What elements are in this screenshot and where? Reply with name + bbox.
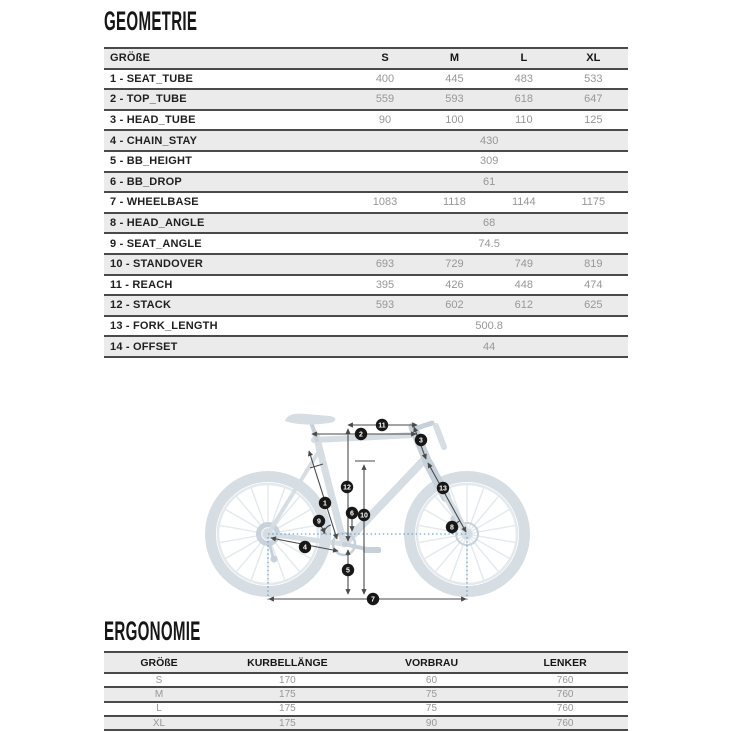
marker-seat-angle [313, 515, 325, 527]
marker-reach [376, 419, 388, 431]
ergonomics-value: 175 [279, 703, 296, 715]
geometry-value: 729 [445, 258, 464, 271]
geometry-section-title: GEOMETRIE [104, 6, 198, 36]
ergonomics-value: 75 [425, 688, 438, 700]
geometry-row [104, 69, 628, 90]
ergonomics-row [104, 716, 628, 730]
size-column-header: GRÖßE [110, 52, 151, 65]
geometry-value: 90 [378, 114, 392, 127]
size-header: L [520, 52, 528, 65]
geometry-row [104, 89, 628, 110]
geometry-value: 1175 [581, 196, 606, 209]
geometry-value: 693 [375, 258, 395, 271]
geometry-value: 1083 [372, 196, 398, 209]
geometry-value: 474 [584, 278, 603, 291]
geometry-value: 612 [514, 299, 534, 312]
ergonomics-size: S [155, 674, 163, 686]
marker-head-angle [446, 521, 458, 533]
geometry-value: 400 [375, 72, 395, 85]
marker-seat-tube [319, 497, 331, 509]
bike-geometry-diagram [200, 404, 542, 608]
marker-label: 8 [450, 524, 454, 532]
geometry-row [104, 151, 628, 172]
geometry-value: 395 [375, 278, 395, 291]
geometry-value-all-sizes: 61 [483, 175, 496, 188]
ergonomics-value: 760 [556, 703, 574, 715]
marker-bb-drop [346, 507, 358, 519]
geometry-value: 1118 [442, 196, 466, 209]
ergonomics-value: 60 [425, 674, 438, 686]
geometry-row [104, 192, 628, 213]
geometry-table [104, 47, 628, 358]
geometry-row-label: 9 - SEAT_ANGLE [110, 237, 202, 250]
axle-reference-lines [268, 534, 467, 601]
marker-standover [358, 509, 370, 521]
ergonomics-table-header [104, 652, 628, 673]
ergonomics-size: L [156, 703, 162, 715]
geometry-row [104, 233, 628, 254]
ergonomics-header: KURBELLÄNGE [247, 656, 328, 669]
ergonomics-value: 175 [279, 717, 296, 729]
marker-wheelbase [367, 593, 379, 605]
geometry-value: 426 [445, 278, 464, 291]
geometry-row [104, 336, 628, 357]
ergonomics-size: M [154, 688, 164, 700]
geometry-row [104, 172, 628, 193]
saddle [285, 414, 335, 440]
marker-label: 10 [360, 512, 368, 520]
ergonomics-value: 760 [556, 674, 574, 686]
geometry-value: 100 [445, 114, 464, 127]
geometry-row-label: 7 - WHEELBASE [110, 196, 199, 209]
size-header: XL [586, 52, 601, 65]
geometry-value-all-sizes: 500.8 [475, 320, 503, 333]
geometry-row-label: 8 - HEAD_ANGLE [110, 217, 205, 230]
marker-bb-height [342, 564, 354, 576]
geometry-row-label: 12 - STACK [110, 299, 172, 312]
ergonomics-header: VORBRAU [404, 656, 459, 669]
geometry-value: 445 [445, 72, 464, 85]
geometry-value: 819 [584, 258, 603, 271]
geometry-row [104, 316, 628, 337]
geometry-row [104, 213, 628, 234]
geometry-row-label: 3 - HEAD_TUBE [110, 114, 196, 127]
geometry-row-label: 5 - BB_HEIGHT [110, 155, 193, 168]
geometry-row-label: 6 - BB_DROP [110, 175, 182, 188]
marker-label: 5 [346, 567, 350, 575]
geometry-row [104, 254, 628, 275]
geometry-row-label: 2 - TOP_TUBE [110, 93, 187, 106]
marker-label: 6 [350, 510, 354, 518]
geometry-value: 602 [445, 299, 464, 312]
ergonomics-row [104, 702, 628, 716]
geometry-row-label: 11 - REACH [110, 278, 173, 291]
geometry-value: 618 [514, 93, 534, 106]
geometry-value: 647 [584, 93, 603, 106]
marker-fork-length [437, 482, 449, 494]
marker-label: 2 [359, 431, 363, 439]
size-header: M [449, 52, 459, 65]
geometry-value-all-sizes: 309 [479, 155, 499, 168]
ergonomics-row [104, 673, 628, 687]
geometry-table-header [104, 48, 628, 69]
geometry-value: 125 [584, 114, 603, 127]
geometry-value-all-sizes: 74.5 [478, 237, 500, 250]
geometry-value-all-sizes: 430 [479, 134, 499, 147]
geometry-value: 448 [514, 278, 534, 291]
geometry-value: 483 [514, 72, 534, 85]
marker-stack [341, 481, 353, 493]
geometry-row-label: 10 - STANDOVER [110, 258, 204, 271]
ergonomics-section-title: ERGONOMIE [104, 616, 201, 646]
bike-silhouette [211, 414, 525, 592]
geometry-value: 749 [514, 258, 534, 271]
size-header: S [381, 52, 389, 65]
ergonomics-value: 175 [279, 688, 296, 700]
ergonomics-value: 90 [425, 717, 438, 729]
marker-label: 1 [323, 500, 327, 508]
geometry-row-label: 1 - SEAT_TUBE [110, 72, 194, 85]
geometry-row [104, 295, 628, 316]
marker-label: 12 [343, 484, 351, 492]
ergonomics-header: LENKER [543, 656, 587, 669]
marker-label: 3 [419, 437, 423, 445]
marker-label: 11 [378, 422, 386, 430]
geometry-value: 593 [445, 93, 464, 106]
ergonomics-value: 760 [556, 688, 574, 700]
ergonomics-row [104, 687, 628, 701]
marker-top-tube [355, 428, 367, 440]
geometry-row-label: 14 - OFFSET [110, 340, 178, 353]
geometry-row [104, 110, 628, 131]
marker-label: 9 [317, 518, 321, 526]
geometry-value-all-sizes: 68 [483, 217, 496, 230]
ergonomics-table [104, 651, 628, 731]
geometry-value: 593 [375, 299, 395, 312]
geometry-value: 625 [584, 299, 603, 312]
geometry-value-all-sizes: 44 [483, 340, 496, 353]
ergonomics-value: 170 [279, 674, 296, 686]
marker-head-tube [415, 434, 427, 446]
geometry-row [104, 130, 628, 151]
ergonomics-value: 760 [556, 717, 574, 729]
marker-label: 7 [371, 596, 375, 604]
geometry-value: 1144 [512, 196, 536, 209]
geometry-value: 110 [515, 114, 533, 127]
geometry-row-label: 4 - CHAIN_STAY [110, 134, 198, 147]
ergonomics-value: 75 [425, 703, 438, 715]
geometry-value: 559 [375, 93, 395, 106]
geometry-value: 533 [584, 72, 603, 85]
marker-label: 13 [439, 485, 447, 493]
geometry-row [104, 275, 628, 296]
ergonomics-header: GRÖßE [140, 656, 178, 669]
marker-label: 4 [303, 544, 307, 552]
marker-chain-stay [299, 541, 311, 553]
geometry-row-label: 13 - FORK_LENGTH [110, 320, 218, 333]
ergonomics-size: XL [152, 717, 166, 729]
